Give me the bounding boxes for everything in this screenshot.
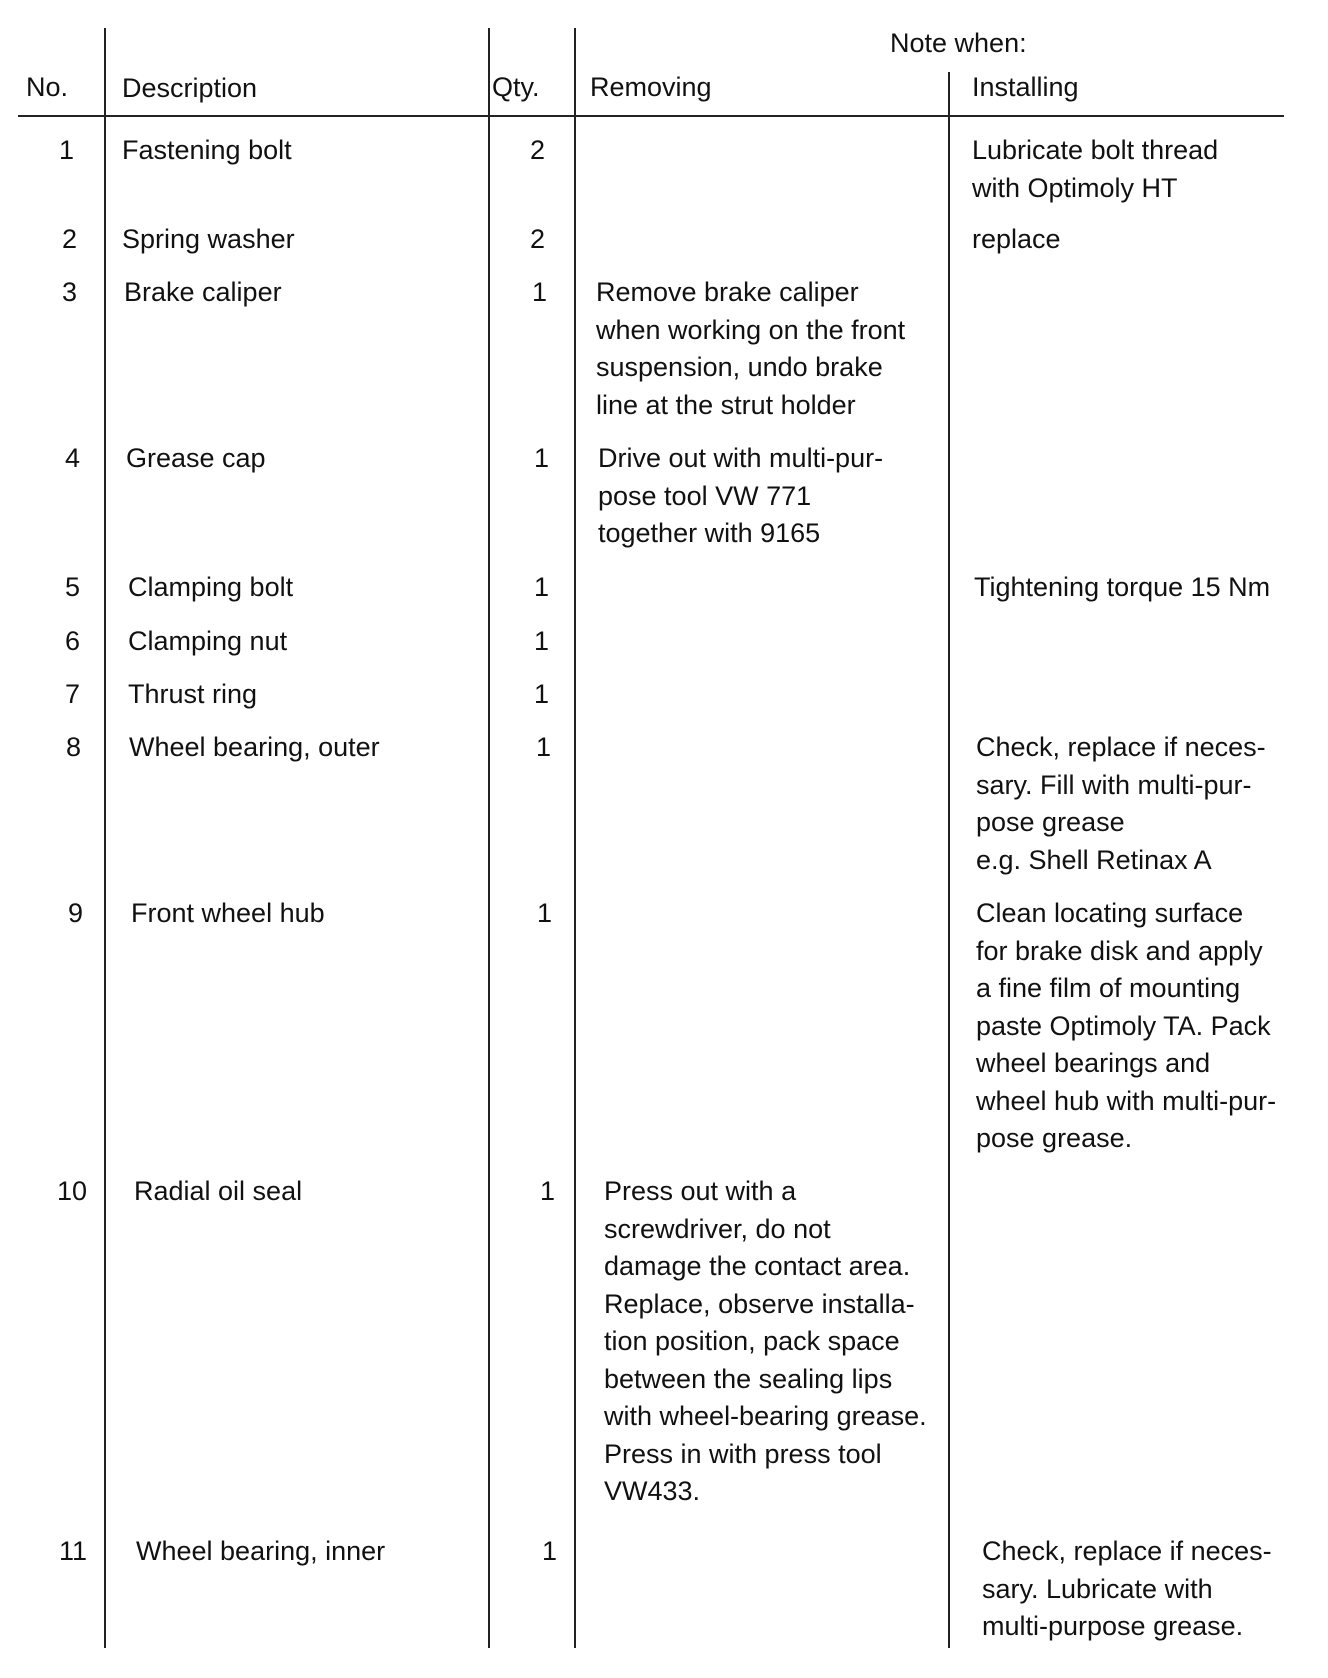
installing-note-line: with Optimoly HT xyxy=(972,172,1178,203)
row-number: 11 xyxy=(58,1536,87,1566)
row-qty: 1 xyxy=(533,572,549,602)
row-description: Grease cap xyxy=(126,443,266,473)
installing-note-line: pose grease. xyxy=(976,1123,1133,1153)
installing-note-line: paste Optimoly TA. Pack xyxy=(976,1010,1271,1041)
row-qty: 2 xyxy=(529,224,545,254)
row-description: Fastening bolt xyxy=(122,135,292,165)
row-qty: 1 xyxy=(533,443,549,473)
header-no: No. xyxy=(26,72,69,102)
removing-note-line: Press out with a xyxy=(604,1176,797,1206)
installing-note-line: Check, replace if neces- xyxy=(976,732,1266,762)
removing-note-line: VW433. xyxy=(604,1476,701,1506)
installing-note-line: wheel hub with multi-pur- xyxy=(976,1085,1277,1116)
installing-note-line: wheel bearings and xyxy=(976,1048,1211,1078)
removing-note-line: tion position, pack space xyxy=(604,1326,900,1356)
row-number: 6 xyxy=(64,626,80,656)
removing-note-line: Remove brake caliper xyxy=(596,277,859,307)
removing-note-line: damage the contact area. xyxy=(604,1251,911,1281)
row-number: 10 xyxy=(56,1176,87,1206)
removing-note-line: between the sealing lips xyxy=(604,1363,893,1394)
installing-note-line: for brake disk and apply xyxy=(976,935,1263,966)
installing-note-line: multi-purpose grease. xyxy=(982,1611,1244,1641)
row-qty: 1 xyxy=(535,732,551,762)
removing-note-line: screwdriver, do not xyxy=(604,1213,831,1244)
installing-note-line: Check, replace if neces- xyxy=(982,1536,1272,1566)
row-description: Clamping bolt xyxy=(128,572,294,602)
row-description: Wheel bearing, outer xyxy=(129,732,380,762)
row-number: 5 xyxy=(64,572,80,602)
row-qty: 1 xyxy=(533,626,549,656)
col-divider-no xyxy=(104,28,106,1648)
col-divider-qty xyxy=(574,28,576,1648)
removing-note-line: Replace, observe installa- xyxy=(604,1288,915,1319)
row-number: 8 xyxy=(65,732,81,762)
col-divider-removing xyxy=(948,72,950,1648)
row-qty: 2 xyxy=(529,135,545,165)
row-description: Wheel bearing, inner xyxy=(136,1536,386,1566)
row-number: 7 xyxy=(64,679,80,709)
installing-note-line: e.g. Shell Retinax A xyxy=(976,844,1212,875)
header-removing: Removing xyxy=(590,72,712,102)
installing-note-line: Lubricate bolt thread xyxy=(972,135,1219,165)
row-number: 3 xyxy=(61,277,77,307)
removing-note-line: Drive out with multi-pur- xyxy=(598,443,884,473)
installing-note-line: sary. Lubricate with xyxy=(982,1573,1213,1604)
col-divider-description xyxy=(488,28,490,1648)
installing-note-line: a fine film of mounting xyxy=(976,973,1241,1003)
installing-note-line: pose grease xyxy=(976,807,1125,837)
row-number: 9 xyxy=(67,898,83,928)
removing-note-line: when working on the front xyxy=(596,314,906,345)
removing-note-line: suspension, undo brake xyxy=(596,352,883,382)
row-qty: 1 xyxy=(531,277,547,307)
installing-note-line: Clean locating surface xyxy=(976,898,1244,928)
installing-note-line: Tightening torque 15 Nm xyxy=(974,572,1271,602)
row-description: Spring washer xyxy=(122,224,295,254)
header-rule xyxy=(18,115,1284,117)
header-installing: Installing xyxy=(972,72,1079,102)
row-number: 4 xyxy=(64,443,80,473)
row-description: Thrust ring xyxy=(128,679,258,709)
row-description: Brake caliper xyxy=(124,277,282,307)
row-qty: 1 xyxy=(533,679,549,709)
row-number: 2 xyxy=(61,224,77,254)
installing-note-line: sary. Fill with multi-pur- xyxy=(976,769,1252,800)
row-qty: 1 xyxy=(541,1536,557,1566)
installing-note-line: replace xyxy=(972,224,1061,254)
row-qty: 1 xyxy=(536,898,552,928)
row-description: Radial oil seal xyxy=(134,1176,303,1206)
row-description: Front wheel hub xyxy=(131,898,325,928)
removing-note-line: Press in with press tool xyxy=(604,1438,882,1469)
removing-note-line: with wheel-bearing grease. xyxy=(604,1401,927,1431)
removing-note-line: line at the strut holder xyxy=(596,389,856,420)
header-description: Description xyxy=(122,73,258,103)
row-description: Clamping nut xyxy=(128,626,288,656)
header-note-when: Note when: xyxy=(890,28,1027,58)
row-qty: 1 xyxy=(539,1176,555,1206)
removing-note-line: pose tool VW 771 xyxy=(598,480,812,511)
header-qty: Qty. xyxy=(492,72,540,102)
removing-note-line: together with 9165 xyxy=(598,518,821,548)
row-number: 1 xyxy=(58,135,74,165)
